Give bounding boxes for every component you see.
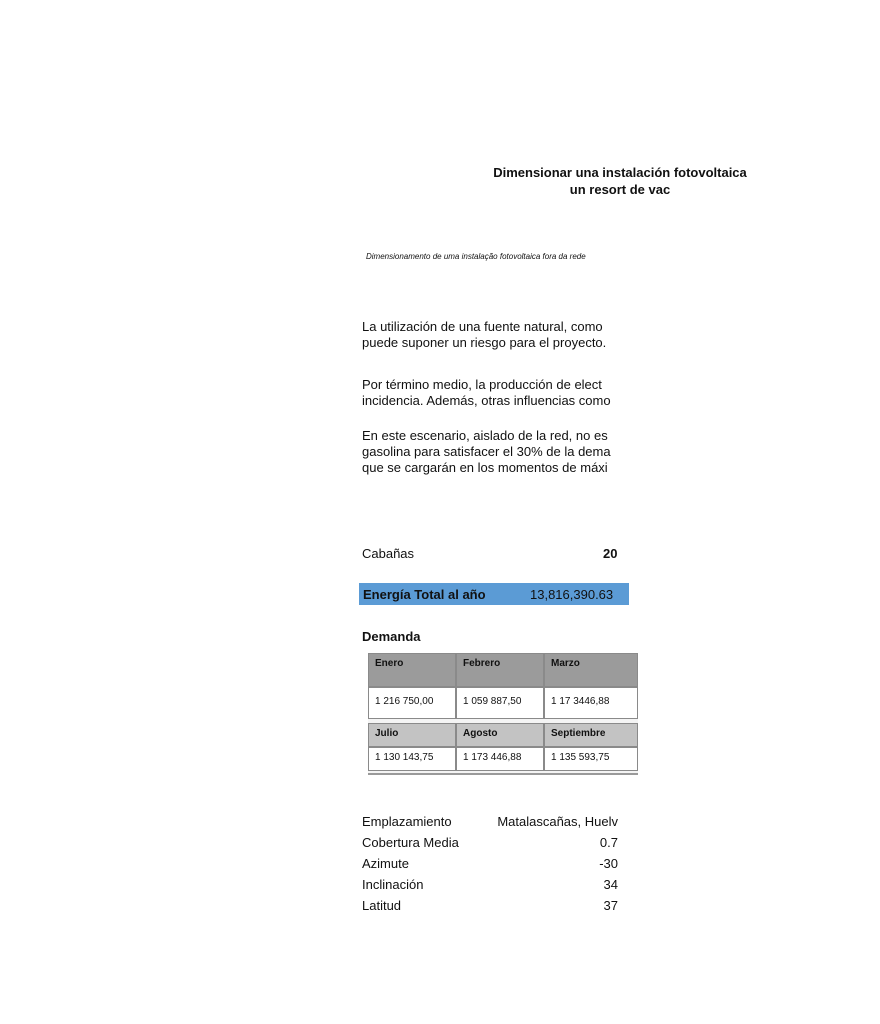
- site-value-emplazamiento: Matalascañas, Huelv: [497, 814, 618, 829]
- demand-value-febrero: 1 059 887,50: [456, 687, 544, 719]
- energy-total-label: Energía Total al año: [363, 587, 486, 602]
- demand-header-julio: Julio: [368, 723, 456, 747]
- paragraph-3-line-3: que se cargarán en los momentos de máxi: [362, 460, 608, 475]
- demand-value-marzo: 1 17 3446,88: [544, 687, 638, 719]
- site-label-latitud: Latitud: [362, 898, 402, 913]
- paragraph-1-line-2: puede suponer un riesgo para el proyecto.: [362, 335, 607, 350]
- demand-header-enero: Enero: [368, 653, 456, 687]
- document-subtitle: Dimensionamento de uma instalação fotovoltaica fora da rede: [366, 252, 586, 261]
- demand-value-agosto: 1 173 446,88: [456, 747, 544, 771]
- demand-header-agosto: Agosto: [456, 723, 544, 747]
- paragraph-3-line-1: En este escenario, aislado de la red, no es: [362, 428, 608, 443]
- demand-value-enero: 1 216 750,00: [368, 687, 456, 719]
- demand-header-febrero: Febrero: [456, 653, 544, 687]
- cabanas-label: Cabañas: [362, 546, 415, 561]
- energy-total-value: 13,816,390.63: [530, 587, 614, 602]
- site-label-inclinacion: Inclinación: [362, 877, 424, 892]
- document-title-line-2: un resort de vac: [569, 182, 671, 197]
- site-label-emplazamiento: Emplazamiento: [362, 814, 452, 829]
- demand-header-marzo: Marzo: [544, 653, 638, 687]
- cabanas-value: 20: [603, 546, 618, 561]
- site-value-cobertura: 0.7: [599, 835, 618, 850]
- demand-value-septiembre: 1 135 593,75: [544, 747, 638, 771]
- paragraph-2-line-1: Por término medio, la producción de elect: [362, 377, 602, 392]
- document-title-line-1: Dimensionar una instalación fotovoltaica: [493, 165, 747, 180]
- paragraph-2-line-2: incidencia. Además, otras influencias como: [362, 393, 611, 408]
- demand-table: [368, 653, 638, 775]
- site-label-azimute: Azimute: [362, 856, 409, 871]
- site-value-inclinacion: 34: [603, 877, 618, 892]
- site-value-azimute: -30: [599, 856, 618, 871]
- demand-title: Demanda: [362, 629, 421, 644]
- site-value-latitud: 37: [603, 898, 618, 913]
- demand-header-septiembre: Septiembre: [544, 723, 638, 747]
- demand-value-julio: 1 130 143,75: [368, 747, 456, 771]
- site-label-cobertura: Cobertura Media: [362, 835, 459, 850]
- paragraph-3-line-2: gasolina para satisfacer el 30% de la dema: [362, 444, 611, 459]
- paragraph-1-line-1: La utilización de una fuente natural, como: [362, 319, 603, 334]
